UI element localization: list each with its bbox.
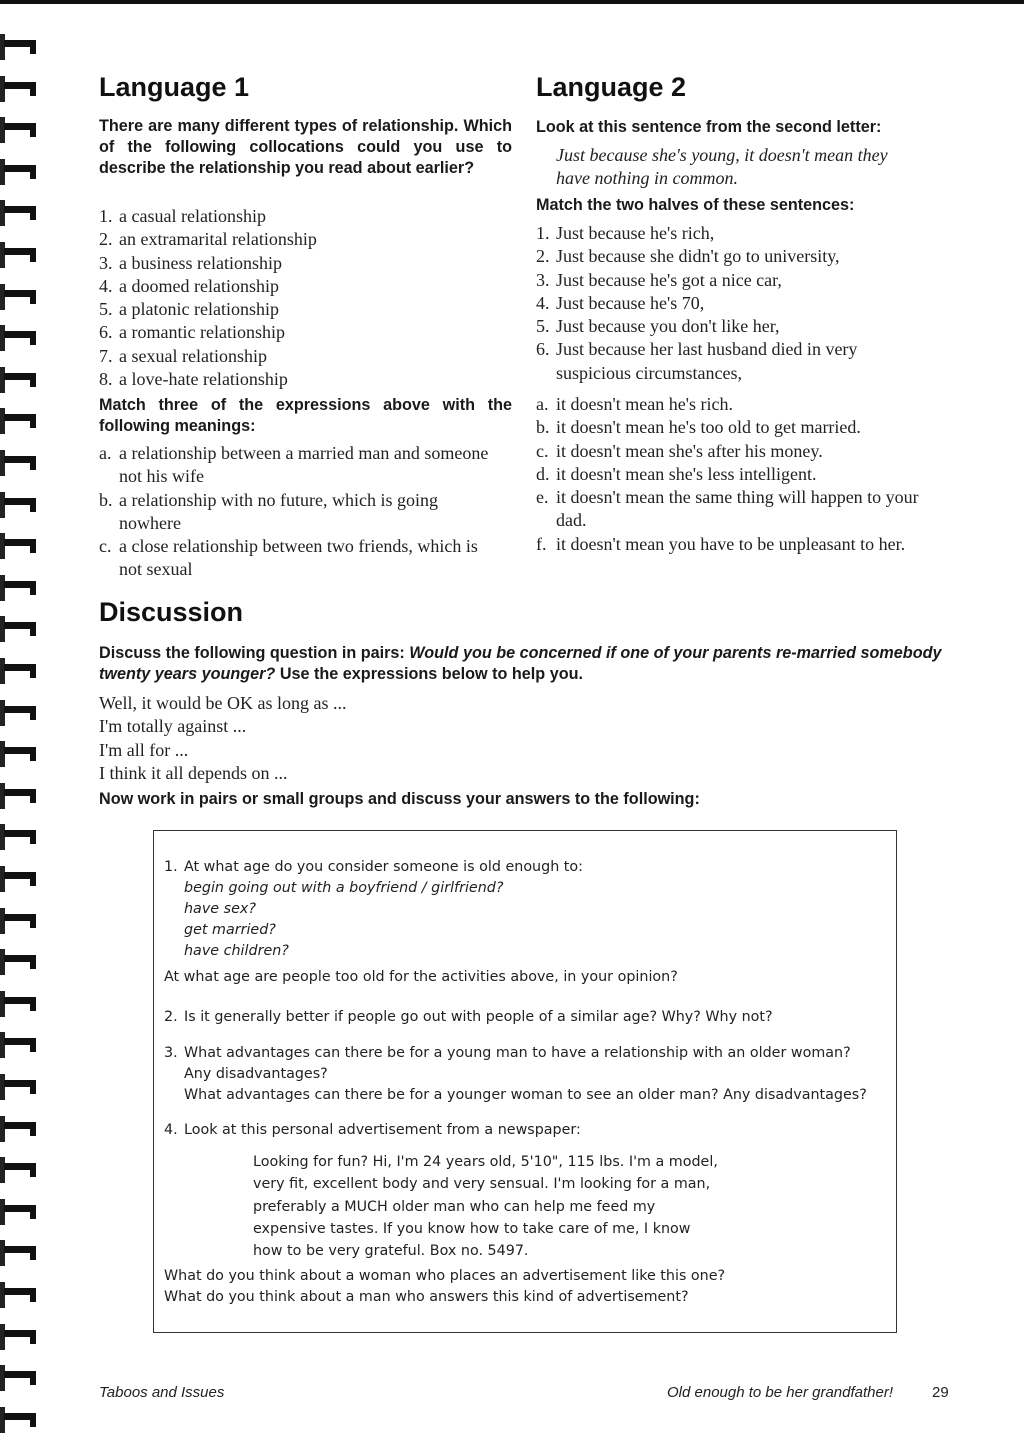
activity-item: have sex? <box>184 901 256 917</box>
language2-intro: Look at this sentence from the second letter: <box>536 118 882 136</box>
binding-ring <box>0 664 38 678</box>
binding-ring <box>0 747 38 761</box>
discussion-heading: Discussion <box>99 597 244 627</box>
instruction-start: Discuss the following question in pairs: <box>99 644 405 662</box>
question-4-followup-2: What do you think about a man who answers this kind of advertisement? <box>164 1289 689 1305</box>
question-3-line3: What advantages can there be for a younger woman to see an older man? Any disadvantages? <box>184 1087 867 1103</box>
list-item: 6. a romantic relationship <box>99 322 285 343</box>
binding-ring <box>0 331 38 345</box>
language1-match-instruction: Match three of the expressions above with the following meanings: <box>99 396 512 435</box>
list-item: 5. Just because you don't like her, <box>536 316 780 337</box>
list-item: 3. Just because he's got a nice car, <box>536 269 782 290</box>
second-halves-list <box>536 393 936 556</box>
binding-ring <box>0 914 38 928</box>
list-item: 2. Just because she didn't go to university, <box>536 246 840 267</box>
expressions-list <box>99 692 599 785</box>
binding-ring <box>0 123 38 137</box>
binding-ring <box>0 1288 38 1302</box>
binding-ring <box>0 789 38 803</box>
question-2-text: Is it generally better if people go out with people of a similar age? Why? Why not? <box>184 1009 773 1025</box>
question-1: 1. At what age do you consider someone is old enough to: begin going out with a boyfriend / girlfriend? have sex? get married? have children? At what age are people too old for the activities above, in your opinion? <box>164 857 884 988</box>
footer-section-title: Taboos and Issues <box>99 1384 225 1401</box>
binding-ring <box>0 498 38 512</box>
spiral-binding <box>0 20 40 1440</box>
binding-ring <box>0 1163 38 1177</box>
list-item: I'm all for ... <box>99 739 189 760</box>
binding-ring <box>0 706 38 720</box>
question-4-followups <box>164 1266 884 1308</box>
question-4-text: Look at this personal advertisement from a newspaper: <box>184 1122 581 1138</box>
question-4: 4. Look at this personal advertisement from a newspaper: <box>164 1122 581 1138</box>
language2-match-instruction: Match the two halves of these sentences: <box>536 196 855 214</box>
language1-intro: There are many different types of relationship. Which of the following collocations could you use to describe the relationship you read about earlier? <box>99 117 512 177</box>
page-number: 29 <box>932 1384 949 1401</box>
question-3-line2: Any disadvantages? <box>184 1066 328 1082</box>
question-3-text: What advantages can there be for a young man to have a relationship with an older woman? <box>184 1045 851 1061</box>
language2-heading: Language 2 <box>536 72 687 102</box>
list-item: c. a close relationship between two friends, which is not sexual <box>99 536 478 580</box>
binding-ring <box>0 955 38 969</box>
binding-ring <box>0 456 38 470</box>
binding-ring <box>0 1330 38 1344</box>
list-item: 2. an extramarital relationship <box>99 229 317 250</box>
binding-ring <box>0 830 38 844</box>
discussion-question: Would you be concerned if one of your parents re-married somebody twenty years younger? <box>99 644 942 683</box>
list-item: Well, it would be OK as long as ... <box>99 693 347 713</box>
binding-ring <box>0 1371 38 1385</box>
list-item: c. it doesn't mean she's after his money. <box>536 440 823 461</box>
example-sentence: Just because she's young, it doesn't mean they have nothing in common. <box>556 145 888 189</box>
language1-heading: Language 1 <box>99 72 250 102</box>
list-item: I'm totally against ... <box>99 716 247 737</box>
binding-ring <box>0 1413 38 1427</box>
question-2: 2. Is it generally better if people go out with people of a similar age? Why? Why not? <box>164 1009 773 1025</box>
discussion-instruction <box>99 643 959 685</box>
binding-ring <box>0 165 38 179</box>
question-3: 3. What advantages can there be for a young man to have a relationship with an older woman? Any disadvantages? What advantages can there be for a younger woman to see an older man? Any disadvantages? <box>164 1043 889 1106</box>
list-item: d. it doesn't mean she's less intelligent. <box>536 463 817 484</box>
personal-advertisement: Looking for fun? Hi, I'm 24 years old, 5'10", 115 lbs. I'm a model, very fit, excellent body and very sensual. I'm looking for a man, preferably a MUCH older man who can help me feed my expensive tastes. If you know how to take care of me, I know how to be very grateful. Box no. 5497. <box>253 1154 718 1260</box>
binding-ring <box>0 1205 38 1219</box>
binding-ring <box>0 581 38 595</box>
list-item: b. it doesn't mean he's too old to get married. <box>536 417 861 438</box>
meanings-list <box>99 442 499 582</box>
top-border <box>0 0 1024 4</box>
question-1-text: At what age do you consider someone is old enough to: <box>184 859 583 875</box>
question-1-followup: At what age are people too old for the activities above, in your opinion? <box>164 969 678 985</box>
binding-ring <box>0 997 38 1011</box>
list-item: b. a relationship with no future, which is going nowhere <box>99 489 438 533</box>
binding-ring <box>0 1122 38 1136</box>
binding-ring <box>0 414 38 428</box>
list-item: 4. a doomed relationship <box>99 275 279 296</box>
binding-ring <box>0 290 38 304</box>
list-item: a. a relationship between a married man and someone not his wife <box>99 443 489 487</box>
list-item: 8. a love-hate relationship <box>99 369 288 390</box>
binding-ring <box>0 206 38 220</box>
list-item: 5. a platonic relationship <box>99 299 279 320</box>
footer-unit-title: Old enough to be her grandfather! <box>667 1384 893 1401</box>
list-item: 1. a casual relationship <box>99 206 266 226</box>
list-item: e. it doesn't mean the same thing will happen to your dad. <box>536 487 919 531</box>
list-item: 4. Just because he's 70, <box>536 292 705 313</box>
list-item: 7. a sexual relationship <box>99 345 267 366</box>
list-item: I think it all depends on ... <box>99 762 288 783</box>
list-item: 1. Just because he's rich, <box>536 223 715 243</box>
binding-ring <box>0 40 38 54</box>
binding-ring <box>0 872 38 886</box>
binding-ring <box>0 1080 38 1094</box>
first-halves-list <box>536 222 916 385</box>
binding-ring <box>0 82 38 96</box>
binding-ring <box>0 1038 38 1052</box>
binding-ring <box>0 248 38 262</box>
binding-ring <box>0 539 38 553</box>
binding-ring <box>0 622 38 636</box>
activity-item: get married? <box>184 922 276 938</box>
list-item: a. it doesn't mean he's rich. <box>536 394 733 414</box>
collocation-list <box>99 205 512 391</box>
groups-instruction: Now work in pairs or small groups and discuss your answers to the following: <box>99 790 700 808</box>
question-4-followup-1: What do you think about a woman who places an advertisement like this one? <box>164 1268 726 1284</box>
binding-ring <box>0 1246 38 1260</box>
list-item: 3. a business relationship <box>99 252 282 273</box>
instruction-end: Use the expressions below to help you. <box>279 665 583 683</box>
binding-ring <box>0 373 38 387</box>
list-item: f. it doesn't mean you have to be unpleasant to her. <box>536 533 906 554</box>
activity-item: begin going out with a boyfriend / girlfriend? <box>184 880 504 896</box>
activity-item: have children? <box>184 943 289 959</box>
list-item: 6. Just because her last husband died in very suspicious circumstances, <box>536 339 858 383</box>
